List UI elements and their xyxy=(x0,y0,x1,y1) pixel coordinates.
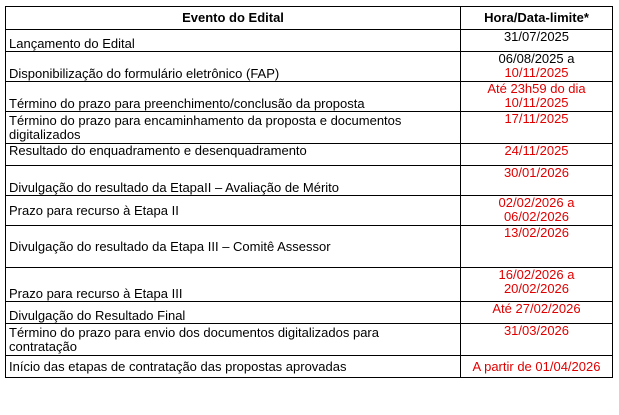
date-line: 16/02/2026 a xyxy=(498,267,575,282)
event-cell: Divulgação do resultado da Etapa III – Comitê Assessor xyxy=(6,226,461,268)
date-line-2: 20/02/2026 xyxy=(503,281,570,296)
table-row xyxy=(6,226,613,268)
event-line: Término do prazo para envio dos documentos digitalizados para xyxy=(9,325,379,340)
date-cell xyxy=(461,82,613,112)
event-cell: Lançamento do Edital xyxy=(6,30,461,52)
event-cell: Divulgação do Resultado Final xyxy=(6,302,461,324)
date-line: 06/08/2025 a xyxy=(498,51,575,66)
table-row xyxy=(6,302,613,324)
table-row xyxy=(6,112,613,144)
event-cell xyxy=(6,112,461,144)
event-cell: Prazo para recurso à Etapa III xyxy=(6,268,461,302)
date-cell xyxy=(461,196,613,226)
header-row xyxy=(6,7,613,30)
date-line: 02/02/2026 a xyxy=(498,195,575,210)
date-cell: 30/01/2026 xyxy=(461,166,613,196)
schedule-table xyxy=(5,6,613,378)
table-row xyxy=(6,356,613,378)
event-cell: Divulgação do resultado da EtapaII – Avaliação de Mérito xyxy=(6,166,461,196)
event-line-2: digitalizados xyxy=(9,127,81,142)
event-cell: Início das etapas de contratação das propostas aprovadas xyxy=(6,356,461,378)
date-cell: Até 27/02/2026 xyxy=(461,302,613,324)
table-row xyxy=(6,196,613,226)
date-line-2: 10/11/2025 xyxy=(504,95,569,110)
date-line-2: 10/11/2025 xyxy=(504,65,569,80)
table-row xyxy=(6,166,613,196)
event-line: Término do prazo para encaminhamento da proposta e documentos xyxy=(9,113,402,128)
table-row xyxy=(6,52,613,82)
date-cell xyxy=(461,52,613,82)
table-row xyxy=(6,30,613,52)
date-cell: 31/03/2026 xyxy=(461,324,613,356)
date-cell: A partir de 01/04/2026 xyxy=(461,356,613,378)
date-cell: 17/11/2025 xyxy=(461,112,613,144)
date-line: Até 23h59 do dia xyxy=(487,81,586,96)
event-cell: Disponibilização do formulário eletrônico (FAP) xyxy=(6,52,461,82)
table-row xyxy=(6,324,613,356)
table-row xyxy=(6,268,613,302)
table-row xyxy=(6,82,613,112)
event-cell: Prazo para recurso à Etapa II xyxy=(6,196,461,226)
event-line-2: contratação xyxy=(9,339,77,354)
date-cell: 13/02/2026 xyxy=(461,226,613,268)
header-date: Hora/Data-limite* xyxy=(461,7,613,30)
header-event: Evento do Edital xyxy=(6,7,461,30)
date-cell xyxy=(461,268,613,302)
event-cell: Resultado do enquadramento e desenquadramento xyxy=(6,144,461,166)
date-cell: 24/11/2025 xyxy=(461,144,613,166)
event-cell: Término do prazo para preenchimento/conclusão da proposta xyxy=(6,82,461,112)
event-cell xyxy=(6,324,461,356)
table-row xyxy=(6,144,613,166)
date-line-2: 06/02/2026 xyxy=(503,209,570,224)
date-cell: 31/07/2025 xyxy=(461,30,613,52)
